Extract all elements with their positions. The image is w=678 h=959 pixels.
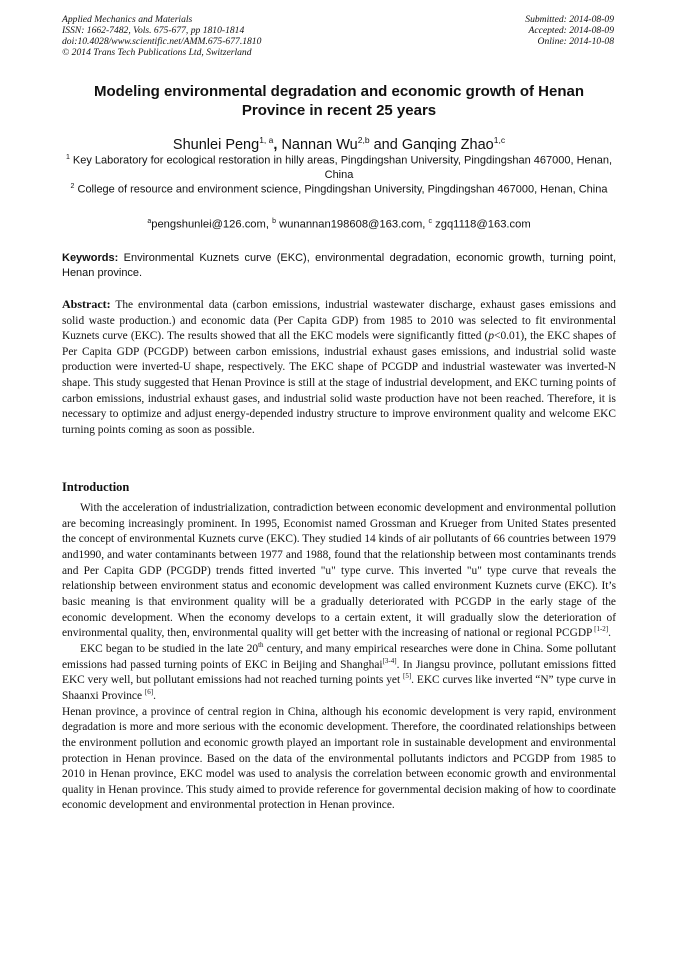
keywords-label: Keywords: [62, 252, 119, 264]
journal-copyright: © 2014 Trans Tech Publications Ltd, Switzerland [62, 47, 252, 58]
author-name: Shunlei Peng [172, 136, 260, 153]
accepted-date: Accepted: 2014-08-09 [528, 25, 614, 36]
paragraph-text: . [608, 627, 611, 640]
abstract-text: <0.01), the EKC shapes of Per Capita GDP (PCGDP) between carbon emissions, industrial exhaust gases emissions, and industrial solid waste production were inverted-U shape, respectively. The EKC shape of PCGDP and industrial wastewater was inverted-N shape. This study suggested that Henan Province is still at the stage of industrial development, and EKC turning points of carbon emissions, industrial exhaust gases, and industrial solid waste production have not been reached. Therefore, it is necessary to optimize and adjust energy-depended industry structure to improve environment quality and welcome EKC turning points coming as soon as possible. [62, 330, 617, 436]
paragraph-text: century, and many empirical researches were done in China. Some pollutant emissions had passed turning points of EKC in Beijing and Shanghai [62, 642, 616, 671]
ordinal-suffix: th [258, 641, 264, 650]
abstract-text: The environmental data (carbon emissions, industrial wastewater discharge, exhaust gases emissions and solid waste production.) and economic data (Per Capita GDP) from 1985 to 2010 was selected to fit environmental Kuznets curve (EKC). The results showed that all the EKC models were significantly fitted ( [62, 299, 616, 343]
publication-dates [525, 14, 614, 47]
affiliation-mark: 1 [65, 154, 70, 161]
journal-issn: ISSN: 1662-7482, Vols. 675-677, pp 1810-1814 [62, 25, 245, 36]
paragraph [62, 642, 616, 705]
paragraph: Henan province, a province of central region in China, although his economic development is very rapid, environment degradation is more and more serious with the economic development. Therefore, the coordinated relationships between the environment pollution and economic growth played an important role in sustainable development and environmental protection in Henan province. Based on the data of the environmental pollutants indictors and PCGDP from 1985 to 2010 in Henan province, EKC model was used to analysis the correlation between economic growth and environmental quality in Henan province. This study aimed to provide reference for governmental decision making of how to coordinate economic development and environmental protection in Henan province. [62, 705, 616, 812]
affiliation-2 [62, 180, 616, 197]
affiliation-1 [62, 151, 616, 183]
journal-header [62, 14, 261, 58]
paper-title: Modeling environmental degradation and economic growth of Henan Province in recent 25 years [93, 83, 585, 119]
email-address[interactable]: zgq1118@163.com [432, 218, 531, 231]
paragraph [62, 501, 616, 642]
email-mark: a [147, 218, 152, 225]
affiliation-mark: 2 [70, 183, 75, 190]
keywords-section [62, 251, 616, 280]
email-address[interactable]: pengshunlei@126.com, [151, 218, 273, 231]
abstract-section [62, 297, 616, 438]
journal-name: Applied Mechanics and Materials [62, 14, 193, 25]
author-emails [62, 215, 616, 232]
author-name: Ganqing Zhao [401, 136, 494, 153]
paragraph-text: . In Jiangsu province, pollutant emissions fitted EKC very well, but pollutant emissions had not reached turning points yet [62, 658, 616, 687]
affiliation-text: College of resource and environment science, Pingdingshan University, Pingdingshan 467000, Henan, China [74, 183, 608, 196]
author-separator: , [273, 136, 282, 153]
citation[interactable]: [3-4] [382, 656, 397, 665]
author-affil-mark: 2,b [357, 135, 370, 145]
paragraph-text: EKC began to be studied in the late 20 [80, 642, 259, 655]
author-name: Nannan Wu [281, 136, 358, 153]
author-affil-mark: 1, a [259, 135, 274, 145]
paragraph-text: . EKC curves like inverted “N” type curve in Shaanxi Province [62, 674, 616, 702]
email-mark: c [428, 218, 433, 225]
submitted-date: Submitted: 2014-08-09 [525, 14, 614, 25]
citation[interactable]: [1-2] [592, 625, 609, 634]
paragraph-text: . [153, 689, 156, 702]
affiliation-text: Key Laboratory for ecological restoration in hilly areas, Pingdingshan University, Pingdingshan 467000, Henan, China [69, 154, 613, 182]
introduction-body [62, 501, 616, 814]
citation[interactable]: [6] [144, 688, 154, 697]
journal-doi: doi:10.4028/www.scientific.net/AMM.675-677.1810 [62, 36, 262, 47]
citation[interactable]: [5] [402, 672, 412, 681]
abstract-label: Abstract: [62, 297, 111, 311]
paragraph-text: With the acceleration of industrialization, contradiction between economic development and environmental pollution are becoming increasingly prominent. In 1995, Economist named Grossman and Krueger from United States presented the concept of environmental Kuznets curve (EKC). They studied 14 kinds of air pollutants of 66 countries between 1979 and1990, and water contaminants between 1977 and 1988, found that the relationship between most contaminants trends and Per Capita GDP (PCGDP) trends fitted inverted "u" type curve. This inverted "u" type curve that reveals the relationship between environment status and economic development was called environment Kuznets curve (EKC). It’s basic meaning is that environment quality will be a gradually deteriorated with PCGDP in the early stage of the economic development. When the economy develops to a certain extent, it will gradually slow the deterioration of environmental quality, then, environmental quality will get better with the increasing of national or regional PCGDP [62, 502, 616, 640]
online-date: Online: 2014-10-08 [537, 36, 614, 47]
keywords-text: Environmental Kuznets curve (EKC), environmental degradation, economic growth, turning point, Henan province. [62, 252, 616, 279]
abstract-p-symbol: p [488, 330, 495, 343]
email-mark: b [272, 218, 276, 225]
email-address[interactable]: wunannan198608@163.com, [275, 218, 429, 231]
author-affil-mark: 1,c [493, 135, 506, 145]
author-separator: and [369, 136, 402, 153]
section-heading-introduction: Introduction [62, 480, 130, 494]
